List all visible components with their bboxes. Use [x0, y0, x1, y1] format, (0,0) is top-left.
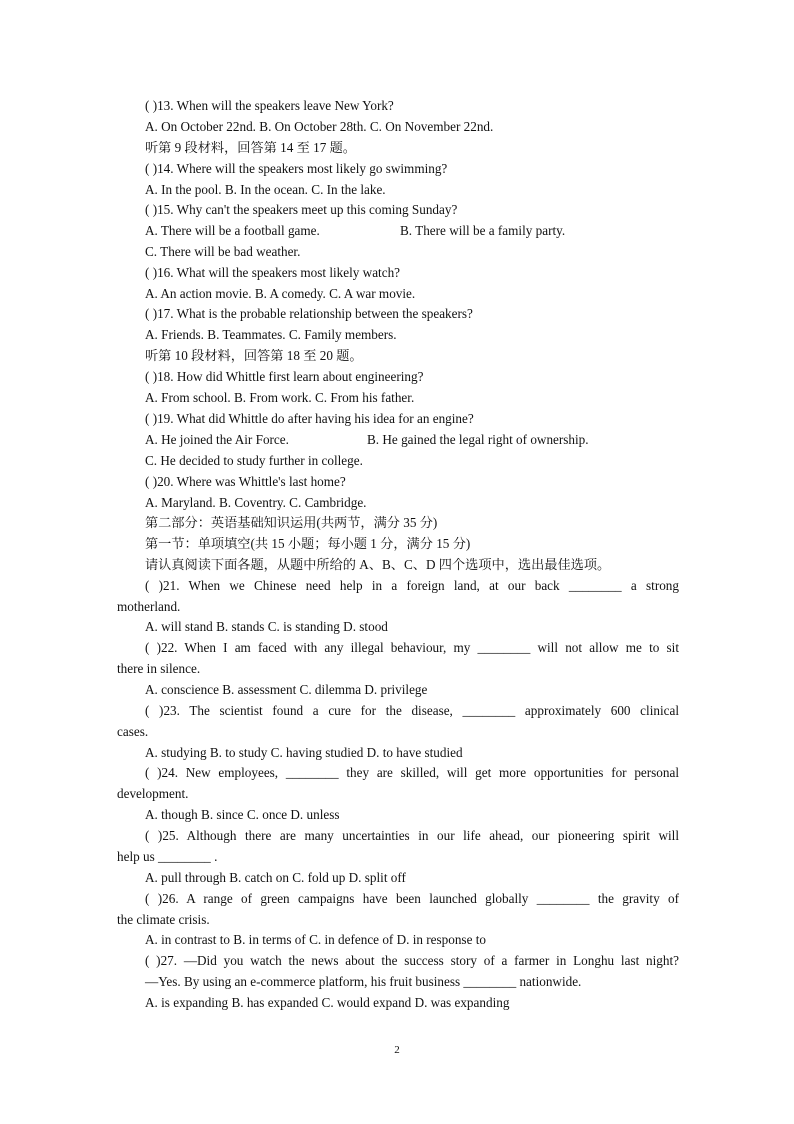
question-13-options: A. On October 22nd. B. On October 28th. C. On November 22nd.: [145, 119, 494, 134]
question-19-option-c: C. He decided to study further in college.: [145, 453, 363, 468]
option-a: A. He joined the Air Force.: [145, 432, 289, 447]
question-15-option-c: C. There will be bad weather.: [145, 244, 301, 259]
question-13: ( )13. When will the speakers leave New York?: [145, 98, 394, 113]
question-20: ( )20. Where was Whittle's last home?: [145, 474, 346, 489]
question-17: ( )17. What is the probable relationship between the speakers?: [145, 306, 473, 321]
question-15-options-ab: [145, 221, 679, 242]
question-24-options: A. though B. since C. once D. unless: [145, 807, 340, 822]
question-14-options: A. In the pool. B. In the ocean. C. In the lake.: [145, 182, 386, 197]
section-one-heading: 第一节：单项填空(共 15 小题；每小题 1 分，满分 15 分): [145, 536, 471, 551]
question-26: ( )26. A range of green campaigns have been launched globally ________ the gravity of: [145, 891, 679, 906]
page-number: 2: [394, 1044, 400, 1056]
question-22-options: A. conscience B. assessment C. dilemma D. privilege: [145, 682, 428, 697]
question-21: ( )21. When we Chinese need help in a foreign land, at our back ________ a strong: [145, 578, 679, 593]
option-b: B. There will be a family party.: [400, 223, 566, 238]
question-17-options: A. Friends. B. Teammates. C. Family members.: [145, 327, 397, 342]
question-23-options: A. studying B. to study C. having studied D. to have studied: [145, 745, 463, 760]
question-22-continued: there in silence.: [117, 661, 201, 676]
question-20-options: A. Maryland. B. Coventry. C. Cambridge.: [145, 495, 367, 510]
section-instruction-10: 听第 10 段材料，回答第 18 至 20 题。: [145, 348, 363, 363]
question-15: ( )15. Why can't the speakers meet up this coming Sunday?: [145, 202, 458, 217]
question-25: ( )25. Although there are many uncertainties in our life ahead, our pioneering spirit will: [145, 828, 679, 843]
question-21-options: A. will stand B. stands C. is standing D. stood: [145, 619, 388, 634]
question-27-options: A. is expanding B. has expanded C. would expand D. was expanding: [145, 995, 510, 1010]
question-23: ( )23. The scientist found a cure for the disease, ________ approximately 600 clinical: [145, 703, 679, 718]
option-a: A. There will be a football game.: [145, 223, 320, 238]
question-24-continued: development.: [117, 786, 189, 801]
option-b: B. He gained the legal right of ownership.: [367, 432, 589, 447]
section-instruction-9: 听第 9 段材料，回答第 14 至 17 题。: [145, 140, 356, 155]
question-25-options: A. pull through B. catch on C. fold up D. split off: [145, 870, 406, 885]
question-22: ( )22. When I am faced with any illegal behaviour, my ________ will not allow me to sit: [145, 640, 679, 655]
question-18-options: A. From school. B. From work. C. From his father.: [145, 390, 415, 405]
part-two-heading: 第二部分：英语基础知识运用(共两节，满分 35 分): [145, 515, 438, 530]
question-19: ( )19. What did Whittle do after having his idea for an engine?: [145, 411, 474, 426]
question-23-continued: cases.: [117, 724, 149, 739]
question-16-options: A. An action movie. B. A comedy. C. A war movie.: [145, 286, 416, 301]
question-26-options: A. in contrast to B. in terms of C. in defence of D. in response to: [145, 932, 486, 947]
question-26-continued: the climate crisis.: [117, 912, 210, 927]
question-21-continued: motherland.: [117, 599, 181, 614]
question-25-continued: help us ________ .: [117, 849, 218, 864]
question-16: ( )16. What will the speakers most likely watch?: [145, 265, 401, 280]
question-14: ( )14. Where will the speakers most likely go swimming?: [145, 161, 448, 176]
question-27: ( )27. —Did you watch the news about the success story of a farmer in Longhu last night?: [145, 953, 679, 968]
question-24: ( )24. New employees, ________ they are skilled, will get more opportunities for personal: [145, 765, 679, 780]
question-19-options-ab: [145, 430, 679, 451]
question-27-reply: —Yes. By using an e-commerce platform, his fruit business ________ nationwide.: [145, 974, 582, 989]
question-18: ( )18. How did Whittle first learn about engineering?: [145, 369, 424, 384]
section-one-instruction: 请认真阅读下面各题，从题中所给的 A、B、C、D 四个选项中，选出最佳选项。: [145, 557, 611, 572]
